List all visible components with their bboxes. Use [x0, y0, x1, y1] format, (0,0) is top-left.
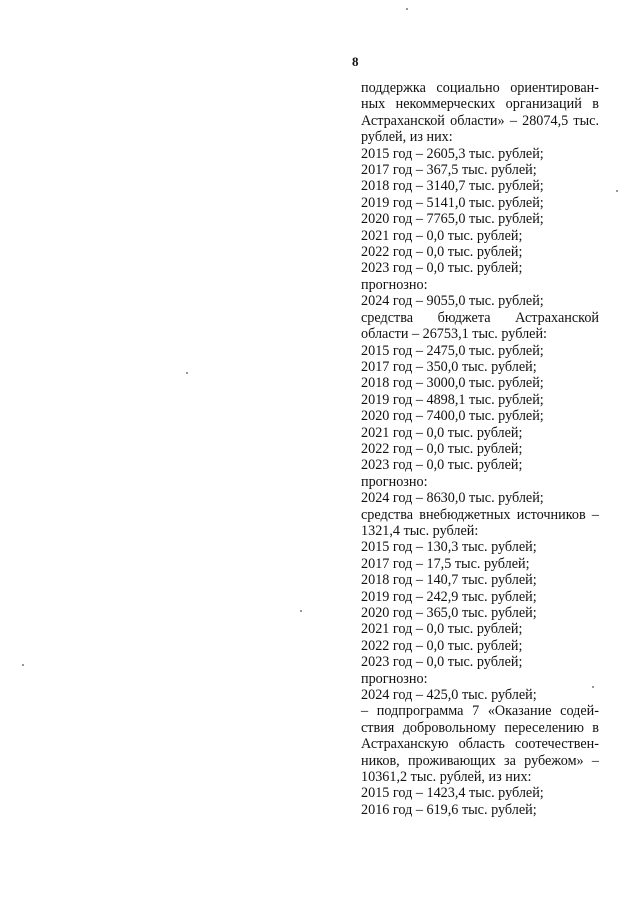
text-line: рублей, из них: — [361, 129, 453, 146]
text-line: 2022 год – 0,0 тыс. рублей; — [361, 440, 523, 457]
text-line: средства бюджета Астраханской — [361, 309, 599, 326]
text-line: 1321,4 тыс. рублей: — [361, 522, 479, 539]
text-line: 2022 год – 0,0 тыс. рублей; — [361, 244, 523, 261]
text-line: 2015 год – 2475,0 тыс. рублей; — [361, 342, 544, 359]
scan-speck — [592, 686, 594, 688]
text-line: 2020 год – 7400,0 тыс. рублей; — [361, 408, 544, 425]
text-line: 2023 год – 0,0 тыс. рублей; — [361, 654, 523, 671]
text-line: 2019 год – 4898,1 тыс. рублей; — [361, 391, 544, 408]
text-line: 2015 год – 1423,4 тыс. рублей; — [361, 785, 544, 802]
text-line: области – 26753,1 тыс. рублей: — [361, 326, 547, 343]
text-line: Астраханскую область соотечествен- — [361, 736, 599, 753]
scan-speck — [406, 8, 408, 10]
scan-speck — [186, 372, 188, 374]
text-line: 2017 год – 367,5 тыс. рублей; — [361, 162, 537, 179]
page-number: 8 — [352, 54, 359, 69]
text-line: 2019 год – 242,9 тыс. рублей; — [361, 588, 537, 605]
text-line: 2015 год – 2605,3 тыс. рублей; — [361, 145, 544, 162]
text-line: прогнозно: — [361, 276, 428, 293]
scan-speck — [616, 190, 618, 192]
text-line: 2021 год – 0,0 тыс. рублей; — [361, 227, 523, 244]
text-line: 2018 год – 140,7 тыс. рублей; — [361, 572, 537, 589]
text-line: 2021 год – 0,0 тыс. рублей; — [361, 621, 523, 638]
text-line: 2017 год – 350,0 тыс. рублей; — [361, 358, 537, 375]
text-line: ников, проживающих за рубежом» – — [361, 752, 599, 769]
text-line: 2020 год – 365,0 тыс. рублей; — [361, 605, 537, 621]
scan-speck — [22, 664, 24, 666]
text-line: 2024 год – 8630,0 тыс. рублей; — [361, 490, 544, 507]
text-line: 10361,2 тыс. рублей, из них: — [361, 769, 532, 786]
text-line: 2021 год – 0,0 тыс. рублей; — [361, 424, 523, 441]
text-line: 2023 год – 0,0 тыс. рублей; — [361, 260, 523, 277]
text-line: – подпрограмма 7 «Оказание содей- — [361, 703, 599, 720]
text-line: 2019 год – 5141,0 тыс. рублей; — [361, 194, 544, 211]
text-line: 2020 год – 7765,0 тыс. рублей; — [361, 211, 544, 228]
text-line: 2015 год – 130,3 тыс. рублей; — [361, 539, 537, 556]
text-line: Астраханской области» – 28074,5 тыс. — [361, 112, 599, 129]
text-line: прогнозно: — [361, 473, 428, 490]
text-line: 2017 год – 17,5 тыс. рублей; — [361, 555, 530, 572]
text-line: 2022 год – 0,0 тыс. рублей; — [361, 637, 523, 654]
text-line: ствия добровольному переселению в — [361, 719, 599, 736]
text-line: 2018 год – 3000,0 тыс. рублей; — [361, 375, 544, 392]
text-line: прогнозно: — [361, 670, 428, 687]
text-line: 2018 год – 3140,7 тыс. рублей; — [361, 178, 544, 195]
scan-speck — [300, 610, 302, 612]
text-line: ных некоммерческих организаций в — [361, 96, 599, 113]
text-line: 2024 год – 9055,0 тыс. рублей; — [361, 293, 544, 310]
text-line: 2016 год – 619,6 тыс. рублей; — [361, 801, 537, 818]
text-column — [361, 80, 599, 818]
text-line: 2024 год – 425,0 тыс. рублей; — [361, 687, 537, 704]
text-line: 2023 год – 0,0 тыс. рублей; — [361, 457, 523, 474]
text-line: поддержка социально ориентирован- — [361, 80, 599, 96]
text-line: средства внебюджетных источников – — [361, 506, 599, 523]
